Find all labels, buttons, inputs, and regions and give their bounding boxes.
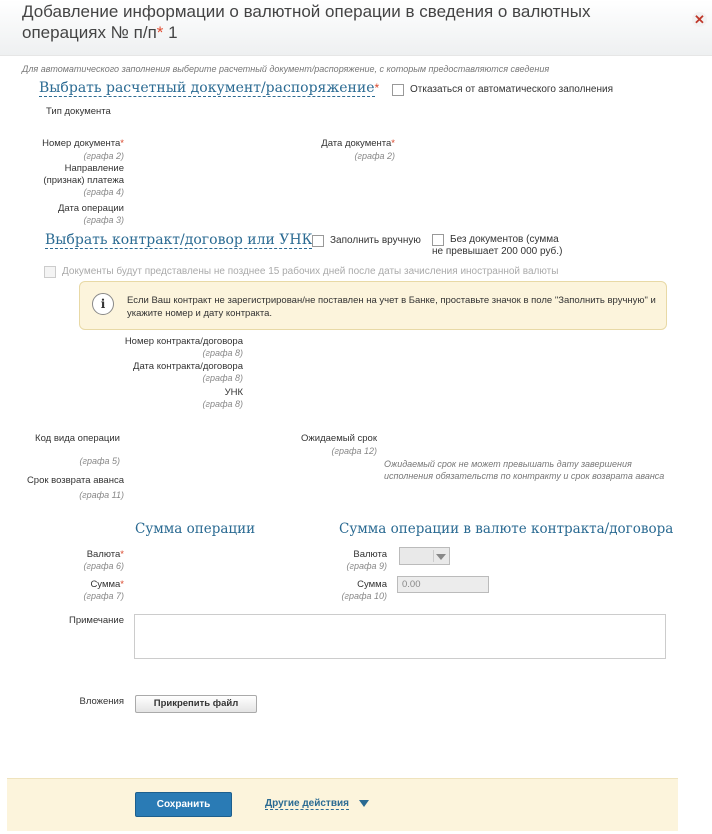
decline-auto-checkbox[interactable] — [392, 84, 404, 96]
expected-term-label: Ожидаемый срок — [301, 433, 377, 444]
attach-file-button[interactable]: Прикрепить файл — [135, 695, 257, 713]
save-button[interactable]: Сохранить — [135, 792, 232, 817]
expected-term-hint: Ожидаемый срок не может превышать дату завершения исполнения обязательств по контракту и срок возврата аванса — [384, 459, 665, 481]
unk-sub: (графа 8) — [202, 399, 243, 409]
select-payment-doc-row — [39, 80, 379, 96]
close-icon[interactable]: ✕ — [692, 12, 707, 27]
doc-date-sub: (графа 2) — [354, 151, 395, 161]
contract-currency-select[interactable] — [399, 547, 450, 565]
doc-number-label: Номер документа* — [42, 138, 124, 149]
contract-sum-field[interactable]: 0.00 — [397, 576, 489, 593]
docs-later-checkbox[interactable] — [44, 266, 56, 278]
sum-sub: (графа 7) — [83, 591, 124, 601]
contract-date-label: Дата контракта/договора — [133, 361, 243, 372]
info-text: Если Ваш контракт не зарегистрирован/не поставлен на учет в Банке, проставьте значок в поле "Заполнить вручную" и укажите номер и дату контракта. — [127, 295, 656, 319]
direction-label-2: (признак) платежа — [43, 175, 124, 186]
auto-fill-hint: Для автоматического заполнения выберите расчетный документ/распоряжение, с которым предоставляются сведения — [22, 64, 550, 74]
advance-return-sub: (графа 11) — [79, 490, 124, 500]
decline-auto-label: Отказаться от автоматического заполнения — [410, 84, 614, 95]
dialog-title: Добавление информации о валютной операции в сведения о валютных операциях № п/п* 1 — [22, 2, 591, 42]
doc-type-label: Тип документа — [46, 106, 111, 117]
contract-amount-heading: Сумма операции в валюте контракта/договора — [339, 521, 674, 537]
op-date-sub: (графа 3) — [83, 215, 124, 225]
chevron-down-icon[interactable] — [359, 800, 369, 807]
info-icon: i — [92, 293, 114, 315]
direction-sub: (графа 4) — [83, 187, 124, 197]
note-label: Примечание — [69, 615, 124, 626]
doc-date-label: Дата документа* — [321, 138, 395, 149]
select-contract-link[interactable]: Выбрать контракт/договор или УНК — [45, 232, 313, 248]
unk-label: УНК — [224, 387, 243, 398]
no-docs-label: Без документов (сумма не превышает 200 000 руб.) — [432, 234, 563, 257]
op-date-label: Дата операции — [57, 203, 124, 214]
manual-fill-label: Заполнить вручную — [330, 235, 421, 246]
expected-term-sub: (графа 12) — [331, 446, 377, 456]
other-actions-link[interactable]: Другие действия — [265, 798, 349, 809]
docs-later-label: Документы будут представлены не позднее 15 рабочих дней после даты зачисления иностранной валюты — [62, 266, 559, 277]
select-contract-row — [45, 232, 317, 248]
contract-sum-label: Сумма — [357, 579, 387, 590]
chevron-down-icon — [436, 554, 446, 560]
direction-label-1: Направление — [64, 163, 124, 174]
advance-return-label: Срок возврата аванса — [26, 475, 124, 486]
contract-number-sub: (графа 8) — [202, 348, 243, 358]
op-code-label: Код вида операции — [35, 433, 120, 444]
contract-currency-sub: (графа 9) — [346, 561, 387, 571]
currency-sub: (графа 6) — [83, 561, 124, 571]
contract-sum-sub: (графа 10) — [341, 591, 387, 601]
required-star: * — [156, 23, 164, 42]
no-docs-checkbox[interactable] — [432, 234, 444, 246]
contract-currency-label: Валюта — [353, 549, 387, 560]
amount-heading: Сумма операции — [135, 521, 256, 537]
note-textarea[interactable] — [134, 614, 666, 659]
attachments-label: Вложения — [79, 696, 124, 707]
dialog-header — [0, 0, 712, 56]
contract-number-label: Номер контракта/договора — [124, 336, 243, 347]
sum-label: Сумма* — [90, 579, 124, 590]
required-star: * — [374, 81, 380, 95]
op-code-sub: (графа 5) — [79, 456, 120, 466]
contract-date-sub: (графа 8) — [202, 373, 243, 383]
select-payment-doc-link[interactable]: Выбрать расчетный документ/распоряжение — [39, 80, 375, 96]
info-notice — [79, 281, 667, 330]
doc-number-sub: (графа 2) — [83, 151, 124, 161]
manual-fill-checkbox[interactable] — [312, 235, 324, 247]
currency-label: Валюта* — [86, 549, 124, 560]
